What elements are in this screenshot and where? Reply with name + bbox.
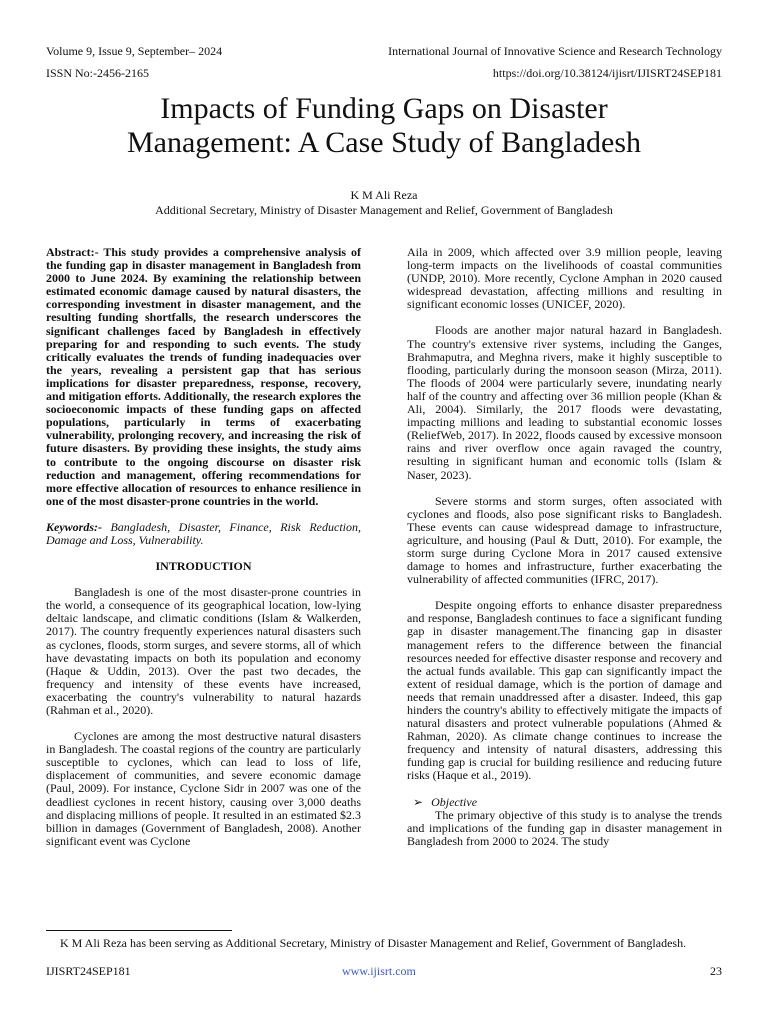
keywords xyxy=(46,521,361,547)
introduction-heading: INTRODUCTION xyxy=(155,559,252,574)
doi-link[interactable]: https://doi.org/10.38124/ijisrt/IJISRT24SEP181 xyxy=(492,66,722,80)
footnote: K M Ali Reza has been serving as Additional Secretary, Ministry of Disaster Management and Relief, Government of Bangladesh. xyxy=(60,936,687,950)
objective-heading xyxy=(407,796,722,809)
intro-paragraph: Bangladesh is one of the most disaster-prone countries in the world, a consequence of its geographical location, low-lying deltaic landscape, and climatic conditions (Islam & Walkerden, 2017). The country frequently experiences natural disasters such as cyclones, floods, storm surges, and severe storms, all of which have devastating impacts on both its population and economy (Haque & Uddin, 2013). Over the past two decades, the frequency and intensity of these events have increased, exacerbating the country's vulnerability to natural hazards (Rahman et al., 2020). xyxy=(46,585,361,717)
footer-website-link[interactable]: www.ijisrt.com xyxy=(342,964,416,978)
keywords-label: Keywords:- xyxy=(46,519,102,534)
volume-info: Volume 9, Issue 9, September– 2024 xyxy=(46,44,223,58)
footer-paper-id: IJISRT24SEP181 xyxy=(46,964,131,978)
right-column xyxy=(407,246,722,848)
body-paragraph: Despite ongoing efforts to enhance disaster preparedness and response, Bangladesh continues to face a significant funding gap in disaster management.The financing gap in disaster management refers to the difference between the financial resources needed for effective disaster response and recovery and the actual funds available. This gap can significantly impact the extent of residual damage, which is the portion of damage and needs that remain unaddressed after a disaster. Indeed, this gap hinders the country's ability to effectively mitigate the impacts of natural disasters and protect vulnerable populations (Ahmed & Rahman, 2020). As climate change continues to increase the frequency and intensity of natural disasters, addressing this funding gap is crucial for building resilience and reducing future risks (Haque et al., 2019). xyxy=(407,598,722,783)
left-column xyxy=(46,246,361,848)
author-affiliation: Additional Secretary, Ministry of Disaster Management and Relief, Government of Bangladesh xyxy=(155,203,613,217)
arrow-bullet-icon: ➢ xyxy=(413,794,424,809)
intro-paragraph: Cyclones are among the most destructive natural disasters in Bangladesh. The coastal regions of the country are particularly susceptible to cyclones, which can lead to loss of life, displacement of communities, and severe economic damage (Paul, 2009). For instance, Cyclone Sidr in 2007 was one of the deadliest cyclones in recent history, causing over 3,000 deaths and displacing millions of people. It resulted in an estimated $2.3 billion in damages (Government of Bangladesh, 2008). Another significant event was Cyclone xyxy=(46,729,361,848)
keywords-text: Bangladesh, Disaster, Finance, Risk Reduction, Damage and Loss, Vulnerability. xyxy=(46,519,361,547)
author-name: K M Ali Reza xyxy=(350,188,418,202)
issn: ISSN No:-2456-2165 xyxy=(46,66,150,80)
footnote-divider xyxy=(46,930,232,931)
journal-name: International Journal of Innovative Science and Research Technology xyxy=(388,44,722,58)
title-line-1: Impacts of Funding Gaps on Disaster xyxy=(160,92,608,125)
continued-paragraph: Aila in 2009, which affected over 3.9 million people, leaving long-term impacts on the livelihoods of coastal communities (UNDP, 2010). More recently, Cyclone Amphan in 2020 caused widespread devastation, affecting millions and resulting in significant economic losses (UNICEF, 2020). xyxy=(407,245,722,312)
page-number: 23 xyxy=(710,964,722,978)
objective-heading-label: Objective xyxy=(431,794,478,809)
body-paragraph: Severe storms and storm surges, often associated with cyclones and floods, also pose significant risks to Bangladesh. These events can cause widespread damage to infrastructure, agriculture, and housing (Paul & Dutt, 2010). For example, the storm surge during Cyclone Mora in 2017 caused extensive damage to homes and infrastructure, further exacerbating the vulnerability of affected communities (IFRC, 2017). xyxy=(407,493,722,587)
title-line-2: Management: A Case Study of Bangladesh xyxy=(126,126,642,159)
body-paragraph: Floods are another major natural hazard in Bangladesh. The country's extensive river systems, including the Ganges, Brahmaputra, and Meghna rivers, make it highly susceptible to flooding, particularly during the monsoon season (Mirza, 2011). The floods of 2004 were particularly severe, inundating nearly half of the country and affecting over 36 million people (Khan & Ali, 2004). Similarly, the 2017 floods were devastating, impacting millions and leading to substantial economic losses (ReliefWeb, 2017). In 2022, floods caused by excessive monsoon rains and river overflow once again ravaged the country, resulting in significant human and economic tolls (Islam & Naser, 2023). xyxy=(407,323,722,482)
abstract: Abstract:- This study provides a comprehensive analysis of the funding gap in disaster management in Bangladesh from 2000 to June 2024. By examining the relationship between estimated economic damage caused by natural disasters, the corresponding investment in disaster management, and the resulting funding shortfalls, the research underscores the significant challenges faced by Bangladesh in effectively preparing for and responding to such events. The study critically evaluates the trends of funding inadequacies over the years, revealing a persistent gap that has serious implications for disaster preparedness, response, recovery, and mitigation efforts. Additionally, the research explores the socioeconomic impacts of these funding gaps on affected populations, particularly in terms of exacerbating vulnerability, prolonging recovery, and increasing the risk of future disasters. By providing these insights, the study aims to contribute to the ongoing discourse on disaster risk reduction and management, offering recommendations for more effective allocation of resources to enhance resilience in one of the most disaster-prone countries in the world. xyxy=(46,245,361,508)
paper-title xyxy=(60,92,708,160)
objective-paragraph: The primary objective of this study is to analyse the trends and implications of the funding gap in disaster management in Bangladesh from 2000 to 2024. The study xyxy=(407,807,722,848)
